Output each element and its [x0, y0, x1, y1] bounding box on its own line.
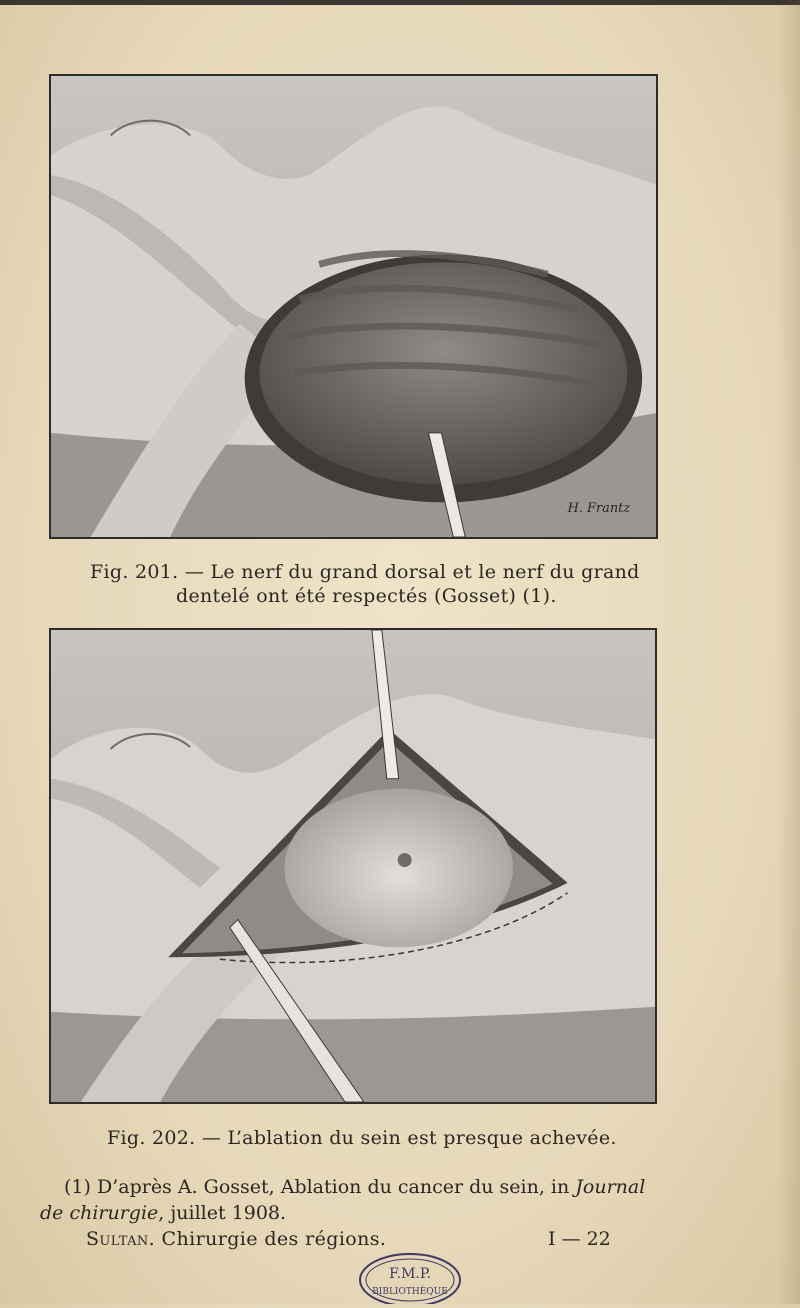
- footnote-marker: (1): [64, 1176, 91, 1198]
- figure-202-drawing: [51, 630, 655, 1102]
- figure-202-caption: Fig. 202. — L’ablation du sein est presque achevée.: [107, 1127, 617, 1149]
- footnote-journal-part-2: de chirurgie: [40, 1202, 159, 1224]
- stamp-seal-icon: [355, 1250, 465, 1304]
- footnote-line-2: [40, 1200, 680, 1226]
- page-top-edge: [0, 0, 800, 5]
- footer-author: Sultan: [86, 1228, 149, 1250]
- figure-201-drawing: [51, 76, 656, 537]
- figure-201-caption-line-2: dentelé ont été respectés (Gosset) (1).: [176, 585, 557, 607]
- figure-201-caption-line-1: Fig. 201. — Le nerf du grand dorsal et le nerf du grand: [90, 561, 640, 583]
- footnote-line-1: [64, 1174, 704, 1200]
- figure-201-illustration: [49, 74, 658, 539]
- figure-202-illustration: [49, 628, 657, 1104]
- stamp-line-1: F.M.P.: [389, 1266, 431, 1282]
- footnote-date: , juillet 1908.: [158, 1202, 287, 1224]
- footnote-journal-part-1: Journal: [575, 1176, 646, 1198]
- figure-201-signature: H. Frantz: [567, 501, 631, 517]
- signature-mark: I — 22: [548, 1228, 611, 1250]
- running-footer: [86, 1228, 386, 1250]
- footnote-text: D’après A. Gosset, Ablation du cancer du sein, in: [96, 1176, 570, 1198]
- footer-title: . Chirurgie des régions.: [148, 1228, 387, 1250]
- page-right-edge-shadow: [778, 0, 800, 1304]
- library-stamp: [355, 1250, 465, 1304]
- stamp-line-2: BIBLIOTHÈQUE: [372, 1287, 448, 1297]
